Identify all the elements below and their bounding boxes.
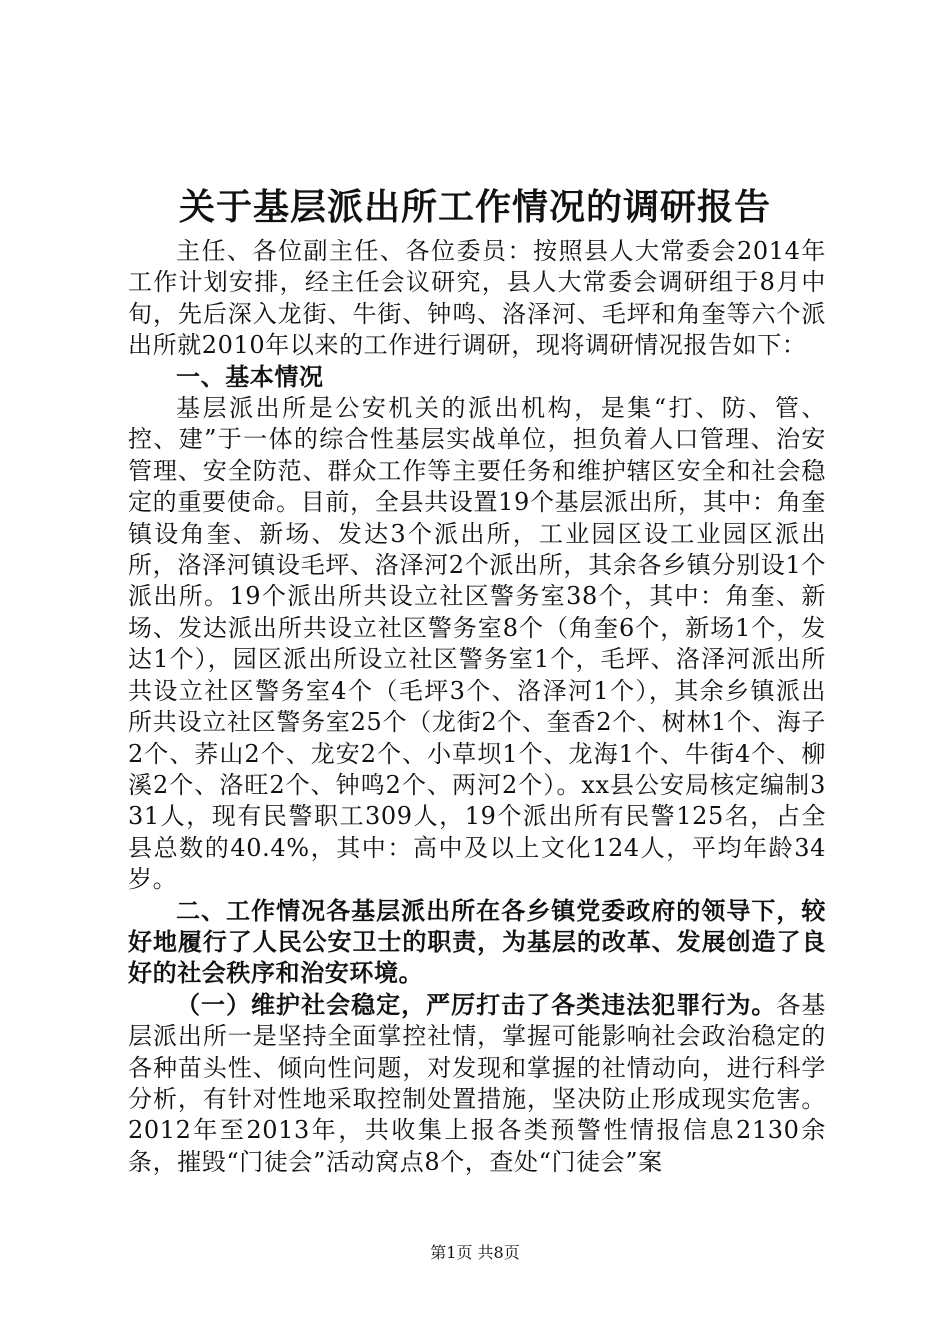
section-1-paragraph: 基层派出所是公安机关的派出机构，是集“打、防、管、控、建”于一体的综合性基层实战单位，担负着人口管理、治安管理、安全防范、群众工作等主要任务和维护辖区安全和社会稳定的重要使命。目前，全县共设置19个基层派出所，其中：角奎镇设角奎、新场、发达3个派出所，工业园区设工业园区派出所，洛泽河镇设毛坪、洛泽河2个派出所，其余各乡镇分别设1个派出所。19个派出所共设立社区警务室38个，其中：角奎、新场、发达派出所共设立社区警务室8个（角奎6个，新场1个，发达1个），园区派出所设立社区警务室1个，毛坪、洛泽河派出所共设立社区警务室4个（毛坪3个、洛泽河1个），其余乡镇派出所共设立社区警务室25个（龙街2个、奎香2个、树林1个、海子2个、荞山2个、龙安2个、小草坝1个、龙海1个、牛街4个、柳溪2个、洛旺2个、钟鸣2个、两河2个）。xx县公安局核定编制331人，现有民警职工309人，19个派出所有民警125名，占全县总数的40.4%，其中：高中及以上文化124人，平均年龄34岁。 (128, 394, 826, 894)
page-number-footer: 第1页 共8页 (430, 1243, 520, 1262)
intro-paragraph: 主任、各位副主任、各位委员：按照县人大常委会2014年工作计划安排，经主任会议研究，县人大常委会调研组于8月中旬，先后深入龙街、牛街、钟鸣、洛泽河、毛坪和角奎等六个派出所就2010年以来的工作进行调研，现将调研情况报告如下： (128, 237, 826, 360)
section-1-heading: 一、基本情况 (176, 362, 324, 391)
subsection-1-paragraph (128, 990, 826, 1178)
section-2-heading: 二、工作情况各基层派出所在各乡镇党委政府的领导下，较好地履行了人民公安卫士的职责，为基层的改革、发展创造了良好的社会秩序和治安环境。 (128, 896, 826, 988)
subsection-1-heading: （一）维护社会稳定，严厉打击了各类违法犯罪行为。 (176, 990, 777, 1019)
document-body (128, 236, 826, 1178)
subsection-1-body: 各基层派出所一是坚持全面掌控社情，掌握可能影响社会政治稳定的各种苗头性、倾向性问题，对发现和掌握的社情动向，进行科学分析，有针对性地采取控制处置措施，坚决防止形成现实危害。2012年至2013年，共收集上报各类预警性情报信息2130余条，摧毁“门徒会”活动窝点8个，查处“门徒会”案 (128, 990, 826, 1176)
document-title: 关于基层派出所工作情况的调研报告 (178, 187, 771, 228)
